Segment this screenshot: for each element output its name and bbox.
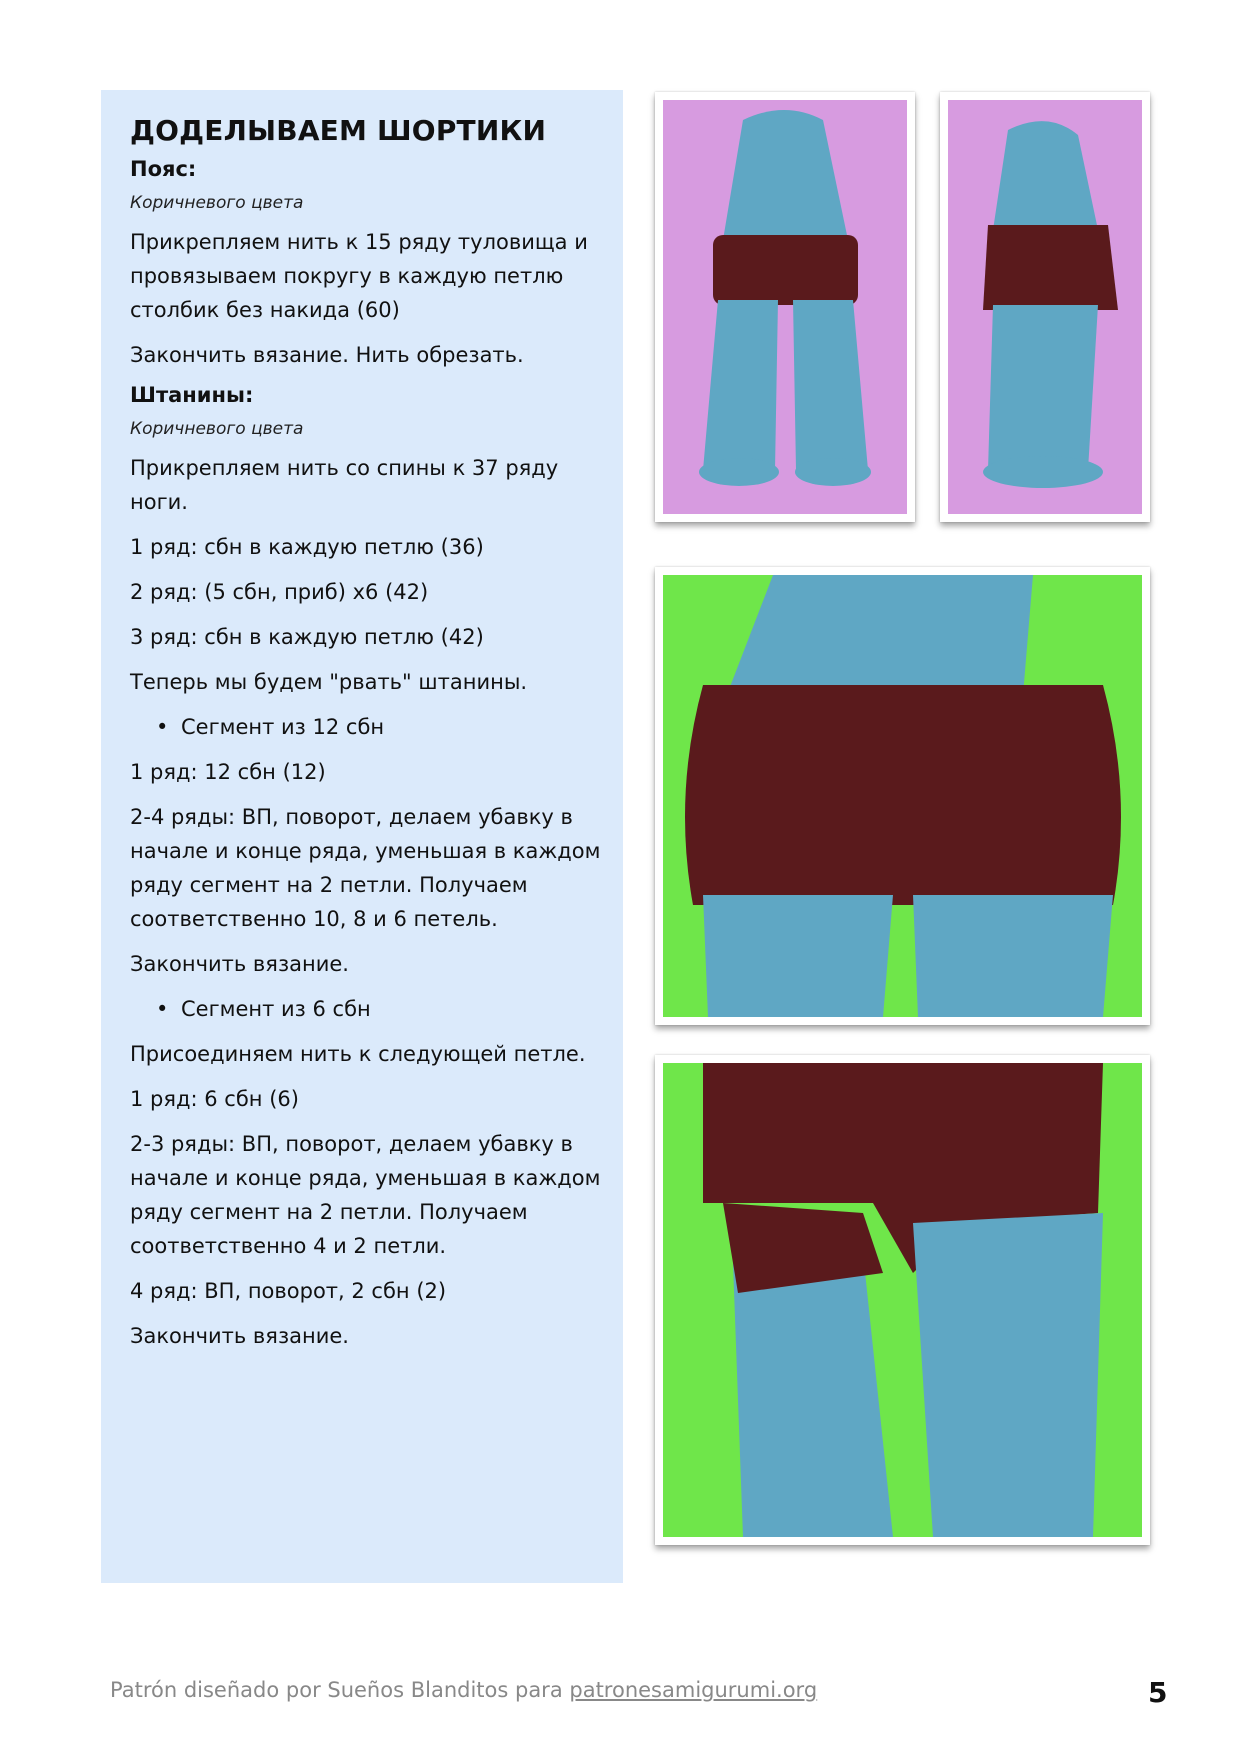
belt-heading: Пояс:	[130, 157, 197, 181]
seg6-row-4: 4 ряд: ВП, поворот, 2 сбн (2)	[130, 1279, 447, 1303]
legs-row-2: 2 ряд: (5 сбн, приб) х6 (42)	[130, 580, 429, 604]
seg6-attach: Присоединяем нить к следующей петле.	[130, 1042, 586, 1066]
bullet-dot: •	[156, 997, 169, 1021]
seg12-rows-2-4: 2-4 ряды: ВП, поворот, делаем убавку в начале и конце ряда, уменьшая в каждом ряду сегмент на 2 петли. Получаем соответственно 10, 8 и 6 петель.	[130, 805, 601, 931]
instructions-panel	[101, 90, 623, 1583]
photo-legs-closeup	[655, 1055, 1150, 1545]
bullet-segment-12-label: Сегмент из 12 сбн	[181, 715, 385, 739]
photo-side-illustration	[948, 100, 1142, 514]
bullet-segment-6	[130, 992, 601, 1026]
tear-instruction: Теперь мы будем "рвать" штанины.	[130, 670, 528, 694]
seg6-row-1: 1 ряд: 6 сбн (6)	[130, 1087, 299, 1111]
photo-legs-illustration	[663, 1063, 1142, 1537]
legs-row-1: 1 ряд: сбн в каждую петлю (36)	[130, 535, 484, 559]
legs-row-3: 3 ряд: сбн в каждую петлю (42)	[130, 625, 484, 649]
photo-back-illustration	[663, 575, 1142, 1017]
footer-link[interactable]: patronesamigurumi.org	[569, 1678, 818, 1702]
bullet-dot: •	[156, 715, 169, 739]
photo-side-view	[940, 92, 1150, 522]
belt-step-2: Закончить вязание. Нить обрезать.	[130, 343, 524, 367]
photo-front-illustration	[663, 100, 907, 514]
legs-step-attach: Прикрепляем нить со спины к 37 ряду ноги.	[130, 456, 559, 514]
legs-heading: Штанины:	[130, 383, 254, 407]
legs-color-note: Коричневого цвета	[130, 419, 304, 439]
photo-front-view	[655, 92, 915, 522]
bullet-segment-12	[130, 710, 601, 744]
seg6-finish: Закончить вязание.	[130, 1324, 349, 1348]
seg12-finish: Закончить вязание.	[130, 952, 349, 976]
seg12-row-1: 1 ряд: 12 сбн (12)	[130, 760, 326, 784]
page-number: 5	[1148, 1676, 1168, 1709]
belt-color-note: Коричневого цвета	[130, 193, 304, 213]
belt-step-1: Прикрепляем нить к 15 ряду туловища и провязываем покругу в каждую петлю столбик без накида (60)	[130, 230, 588, 322]
photo-back-closeup	[655, 567, 1150, 1025]
bullet-segment-6-label: Сегмент из 6 сбн	[181, 997, 371, 1021]
footer-credit	[110, 1678, 817, 1702]
footer-text: Patrón diseñado por Sueños Blanditos para	[110, 1678, 570, 1702]
page-title: ДОДЕЛЫВАЕМ ШОРТИКИ	[130, 114, 547, 147]
seg6-rows-2-3: 2-3 ряды: ВП, поворот, делаем убавку в начале и конце ряда, уменьшая в каждом ряду сегмент на 2 петли. Получаем соответственно 4 и 2 петли.	[130, 1132, 601, 1258]
